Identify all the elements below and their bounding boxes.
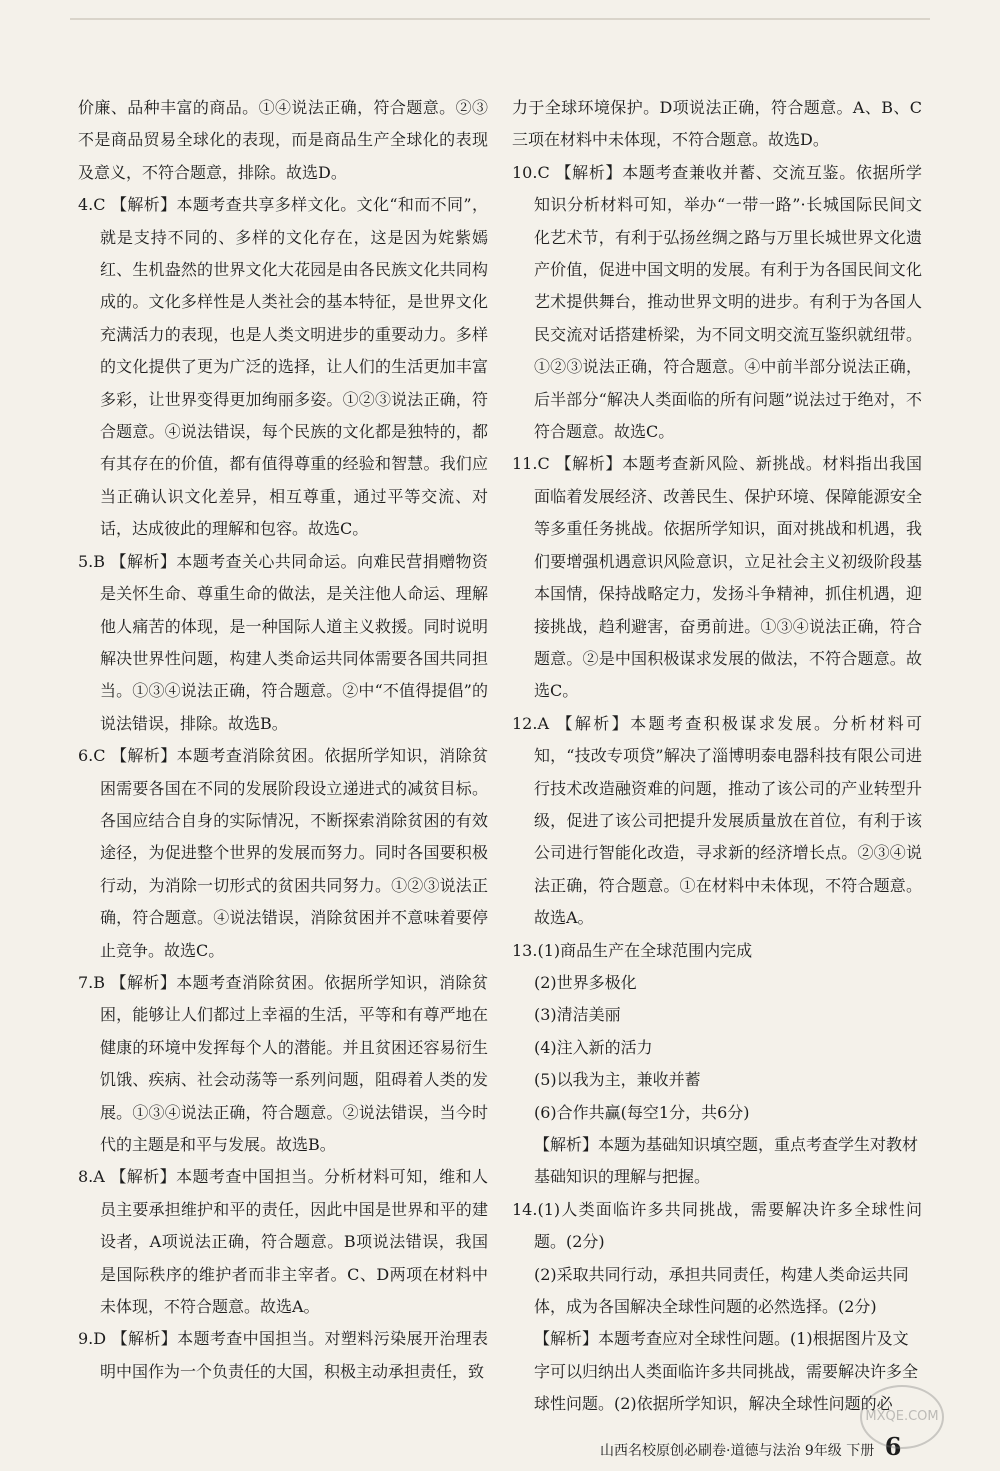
page-number: 6 xyxy=(884,1432,902,1461)
answer-13-analysis: 【解析】本题为基础知识填空题，重点考查学生对教材基础知识的理解与把握。 xyxy=(534,1135,919,1187)
answer-13: 13.(1)商品生产在全球范围内完成 xyxy=(512,940,753,960)
answer-13-item: (3)清洁美丽 xyxy=(534,1005,621,1025)
answer-9: 9.D 【解析】本题考查中国担当。对塑料污染展开治理表明中国作为一个负责任的大国，积极主动承担责任，致 xyxy=(78,1329,488,1381)
answer-8: 8.A 【解析】本题考查中国担当。分析材料可知，维和人员主要承担维护和平的责任，因此中国是世界和平的建设者，A项说法正确，符合题意。B项说法错误，我国是国际秩序的维护者而非主宰者。C、D两项在材料中未体现，不符合题意。故选A。 xyxy=(78,1167,488,1317)
answer-4: 4.C 【解析】本题考查共享多样文化。文化“和而不同”，就是支持不同的、多样的文化存在，这是因为姹紫嫣红、生机盎然的世界文化大花园是由各民族文化共同构成的。文化多样性是人类社会的基本特征，是世界文化充满活力的表现，也是人类文明进步的重要动力。多样的文化提供了更为广泛的选择，让人们的生活更加丰富多彩，让世界变得更加绚丽多姿。①②③说法正确，符合题意。④说法错误，每个民族的文化都是独特的，都有其存在的价值，都有值得尊重的经验和智慧。我们应当正确认识文化差异，相互尊重，通过平等交流、对话，达成彼此的理解和包容。故选C。 xyxy=(78,195,488,539)
answer-14: 14.(1)人类面临许多共同挑战，需要解决许多全球性问题。(2分) xyxy=(512,1199,922,1252)
footer-title: 山西名校原创必刷卷·道德与法治 9年级 下册 xyxy=(600,1443,875,1459)
answer-5: 5.B 【解析】本题考查关心共同命运。向难民营捐赠物资是关怀生命、尊重生命的做法，是关注他人命运、理解他人痛苦的体现，是一种国际人道主义救援。同时说明解决世界性问题，构建人类命运共同体需要各国共同担当。①③④说法正确，符合题意。②中“不值得提倡”的说法错误，排除。故选B。 xyxy=(78,551,488,733)
answer-13-item: (4)注入新的活力 xyxy=(534,1037,653,1057)
left-column xyxy=(78,92,488,1388)
answer-7: 7.B 【解析】本题考查消除贫困。依据所学知识，消除贫困，能够让人们都过上幸福的生活，平等和有尊严地在健康的环境中发挥每个人的潜能。并且贫困还容易衍生饥饿、疾病、社会动荡等一系列问题，阻碍着人类的发展。①③④说法正确，符合题意。②说法错误，当今时代的主题是和平与发展。故选B。 xyxy=(78,972,488,1154)
answer-13-item: (6)合作共赢(每空1分，共6分) xyxy=(534,1102,750,1122)
watermark-logo xyxy=(860,1385,944,1449)
page-top-rule xyxy=(70,18,930,20)
continued-answer-9: 力于全球环境保护。D项说法正确，符合题意。A、B、C三项在材料中未体现，不符合题意。故选D。 xyxy=(512,98,922,150)
answer-14-analysis: 【解析】本题考查应对全球性问题。(1)根据图片及文字可以归纳出人类面临许多共同挑战，需要解决许多全球性问题。(2)依据所学知识，解决全球性问题的必 xyxy=(534,1329,919,1414)
answer-6: 6.C 【解析】本题考查消除贫困。依据所学知识，消除贫困需要各国在不同的发展阶段设立递进式的减贫目标。各国应结合自身的实际情况，不断探索消除贫困的有效途径，为促进整个世界的发展而努力。同时各国要积极行动，为消除一切形式的贫困共同努力。①②③说法正确，符合题意。④说法错误，消除贫困并不意味着要停止竞争。故选C。 xyxy=(78,746,488,960)
answer-10: 10.C 【解析】本题考查兼收并蓄、交流互鉴。依据所学知识分析材料可知，举办“一带一路”·长城国际民间文化艺术节，有利于弘扬丝绸之路与万里长城世界文化遗产价值，促进中国文明的发展。有利于为各国民间文化艺术提供舞台，推动世界文明的进步。有利于为各国人民交流对话搭建桥梁，为不同文明交流互鉴织就纽带。①②③说法正确，符合题意。④中前半部分说法正确，后半部分“解决人类面临的所有问题”说法过于绝对，不符合题意。故选C。 xyxy=(512,162,922,442)
answer-14-part2: (2)采取共同行动，承担共同责任，构建人类命运共同体，成为各国解决全球性问题的必然选择。(2分) xyxy=(534,1264,909,1317)
answer-13-item: (5)以我为主，兼收并蓄 xyxy=(534,1070,701,1090)
answer-11: 11.C 【解析】本题考查新风险、新挑战。材料指出我国面临着发展经济、改善民生、保护环境、保障能源安全等多重任务挑战。依据所学知识，面对挑战和机遇，我们要增强机遇意识风险意识，立足社会主义初级阶段基本国情，保持战略定力，发扬斗争精神，抓住机遇，迎接挑战，趋利避害，奋勇前进。①③④说法正确，符合题意。②是中国积极谋求发展的做法，不符合题意。故选C。 xyxy=(512,454,922,701)
continued-answer: 价廉、品种丰富的商品。①④说法正确，符合题意。②③不是商品贸易全球化的表现，而是商品生产全球化的表现及意义，不符合题意，排除。故选D。 xyxy=(78,98,488,182)
answer-12: 12.A 【解析】本题考查积极谋求发展。分析材料可知，“技改专项贷”解决了淄博明泰电器科技有限公司进行技术改造融资难的问题，推动了该公司的产业转型升级，促进了该公司把提升发展质量放在首位，有利于该公司进行智能化改造，寻求新的经济增长点。②③④说法正确，符合题意。①在材料中未体现，不符合题意。故选A。 xyxy=(512,713,922,928)
watermark-text: MXQE.COM xyxy=(865,1409,939,1424)
right-column xyxy=(512,92,922,1421)
answer-13-item: (2)世界多极化 xyxy=(534,972,637,992)
